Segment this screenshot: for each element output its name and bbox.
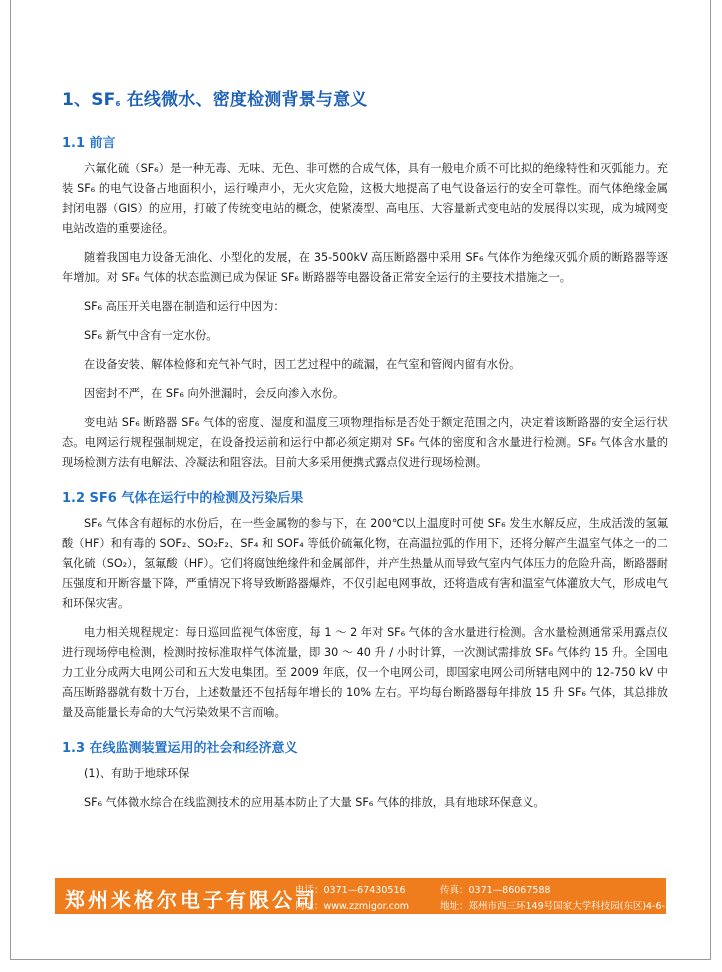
- section-1-3: [62, 737, 668, 813]
- footer-website: 网址：www.zzmigor.com: [295, 901, 410, 912]
- section-title: 1.2 SF6 气体在运行中的检测及污染后果: [62, 491, 304, 506]
- section-1-2: [62, 487, 668, 723]
- section-1-1: [62, 132, 668, 473]
- paragraph: SF₆ 高压开关电器在制造和运行中因为：: [84, 300, 285, 313]
- paragraph: SF₆ 气体微水综合在线监测技术的应用基本防止了大量 SF₆ 气体的排放，具有地球环保意义。: [84, 796, 545, 809]
- paragraph: 因密封不严，在 SF₆ 向外泄漏时，会反向渗入水份。: [84, 387, 345, 400]
- paragraph: 电力相关规程规定：每日巡回监视气体密度，每 1 ～ 2 年对 SF₆ 气体的含水量进行检测。含水量检测通常采用露点仪进行现场停电检测，检测时按标准取样气体流量，即 30 ～ 40 升 / 小时计算，一次测试需排放 SF₆ 气体约 15 升。全国电力工业分成两大电网公司和五大发电集团。至 2009 年底，仅一个电网公司，即国家电网公司所辖电网中的 12-750 kV 中高压断路器就有数十万台，上述数量还不包括每年增长的 10% 左右。平均每台断路器每年排放 15 升 SF₆ 气体，其总排放量及高能量长寿命的大气污染效果不言而喻。: [62, 626, 668, 719]
- footer-phone: 电话：0371—67430516: [295, 885, 406, 896]
- section-title: 1.1 前言: [62, 136, 116, 151]
- footer-address: 地址：郑州市西三环149号国家大学科技园(东区)4-6-3: [440, 901, 672, 912]
- main-heading: 1、$SF_6$ 在线微水、密度检测背景与意义: [62, 90, 368, 110]
- paragraph: (1)、有助于地球环保: [84, 767, 190, 780]
- company-name: 郑州米格尔电子有限公司: [65, 888, 318, 912]
- paragraph: 变电站 SF₆ 断路器 SF₆ 气体的密度、湿度和温度三项物理指标是否处于额定范围之内，决定着该断路器的安全运行状态。电网运行规程强制规定，在设备投运前和运行中都必须定期对 SF₆ 气体的密度和含水量进行检测。SF₆ 气体含水量的现场检测方法有电解法、冷凝法和阻容法。目前大多采用便携式露点仪进行现场检测。: [62, 416, 668, 469]
- section-title: 1.3 在线监测装置运用的社会和经济意义: [62, 741, 298, 756]
- footer-banner: [55, 878, 672, 914]
- footer-fax: 传真：0371—86067588: [440, 885, 551, 896]
- paragraph: 在设备安装、解体检修和充气补气时，因工艺过程中的疏漏，在气室和管阀内留有水份。: [84, 358, 521, 371]
- paragraph: 随着我国电力设备无油化、小型化的发展，在 35-500kV 高压断路器中采用 SF₆ 气体作为绝缘灭弧介质的断路器等逐年增加。对 SF₆ 气体的状态监测已成为保证 SF₆ 断路器等电器设备正常安全运行的主要技术措施之一。: [62, 251, 668, 284]
- document-body: [62, 85, 668, 827]
- paragraph: 六氟化硫（SF₆）是一种无毒、无味、无色、非可燃的合成气体，具有一般电介质不可比拟的绝缘特性和灭弧能力。充装 SF₆ 的电气设备占地面积小，运行噪声小，无火灾危险，这极大地提高了电气设备运行的安全可靠性。而气体绝缘金属封闭电器（GIS）的应用，打破了传统变电站的概念，使紧凑型、高电压、大容量新式变电站的发展得以实现，成为城网变电站改造的重要途径。: [62, 162, 668, 235]
- paragraph: SF₆ 新气中含有一定水份。: [84, 329, 218, 342]
- paragraph: SF₆ 气体含有超标的水份后，在一些金属物的参与下，在 200℃以上温度时可使 SF₆ 发生水解反应，生成活泼的氢氟酸（HF）和有毒的 SOF₂、SO₂F₂、SF₄ 和 SOF₄ 等低价硫氟化物，在高温拉弧的作用下，还将分解产生温室气体之一的二氧化硫（SO₂），氢氟酸（HF）。它们将腐蚀绝缘件和金属部件，并产生热量从而导致气室内气体压力的危险升高，断路器耐压强度和开断容量下降，严重情况下将导致断路器爆炸，不仅引起电网事故，还将造成有害和温室气体灌放大气，形成电气和环保灾害。: [62, 517, 668, 610]
